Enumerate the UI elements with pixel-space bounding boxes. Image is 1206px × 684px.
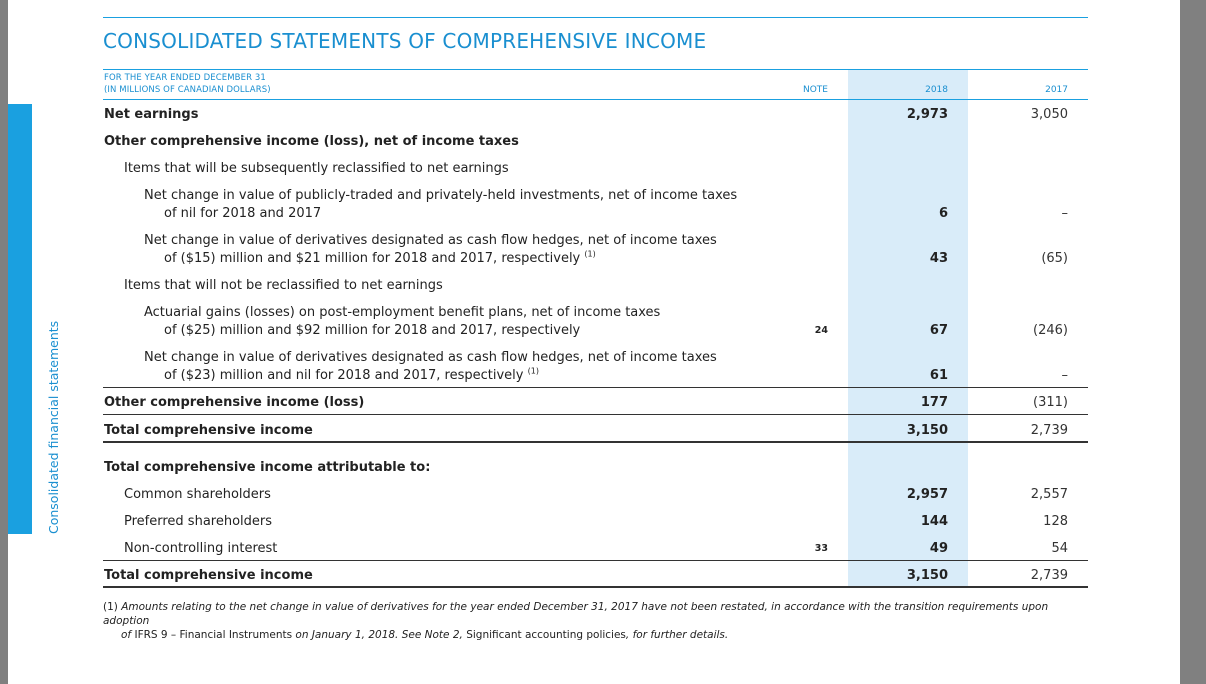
row-derivatives2-line2: of ($23) million and nil for 2018 and 2017, respectively $^{(1)}$ [164,366,539,383]
row-common-label: Common shareholders [124,487,271,502]
row-reclass-header: Items that will be subsequently reclassified to net earnings [124,161,509,176]
row-total-ci-label: Total comprehensive income [104,423,313,438]
footnote-ref: (1) [527,366,539,376]
section-tab [8,104,32,534]
row-investments-line1: Net change in value of publicly-traded and privately-held investments, net of income taxes [144,188,738,203]
footnote-text2c: on January 1, 2018. See Note 2, [292,629,467,641]
row-common-2017: 2,557 [1030,487,1068,502]
row-actuarial-line1: Actuarial gains (losses) on post-employment benefit plans, net of income taxes [144,305,661,320]
footnote-marker: (1) [103,601,118,613]
row-actuarial-2018: 67 [929,323,948,338]
header-note: NOTE [802,85,828,95]
row-derivatives1-2018: 43 [929,251,948,266]
row-actuarial-note: 24 [814,325,828,336]
row-total-ci-2018: 3,150 [906,423,948,438]
footnote-text2e: , for further details. [625,629,729,641]
row-nci-label: Non-controlling interest [124,541,278,556]
row-oci-total-2017: (311) [1033,395,1068,410]
row-actuarial-line2: of ($25) million and $92 million for 2018 and 2017, respectively [164,323,581,338]
row-total-ci-2017: 2,739 [1030,423,1068,438]
header-top-rule [103,69,1088,70]
row-preferred-label: Preferred shareholders [124,514,273,529]
row-total-ci2-2017: 2,739 [1030,568,1068,583]
row-net-earnings-2018: 2,973 [906,107,948,122]
row-investments-2017: – [1061,206,1068,221]
row-oci-total-2018: 177 [920,395,948,410]
row-derivatives1-line1: Net change in value of derivatives designated as cash flow hedges, net of income taxes [144,233,717,248]
header-units: (IN MILLIONS OF CANADIAN DOLLARS) [104,85,271,95]
row-not-reclass-header: Items that will not be reclassified to net earnings [124,278,443,293]
footnote-ref: (1) [584,249,596,259]
row-actuarial-2017: (246) [1033,323,1068,338]
total-rule-2 [103,560,1088,561]
footnote-text2a: of [121,629,135,641]
footnote [103,600,1093,642]
row-nci-note: 33 [814,543,828,554]
row-attrib-header: Total comprehensive income attributable to: [104,460,431,475]
row-nci-2017: 54 [1051,541,1068,556]
total-rule [103,414,1088,415]
row-investments-line2: of nil for 2018 and 2017 [164,206,322,221]
footnote-text1: Amounts relating to the net change in value of derivatives for the year ended December 31, 2017 have not been restated, in accordance with the transition requirements upon adoption [103,601,1049,627]
row-investments-2018: 6 [938,206,948,221]
subtotal-rule [103,387,1088,388]
viewer-background [1180,0,1206,684]
total-double-rule-2 [103,586,1088,588]
row-derivatives2-2018: 61 [929,368,948,383]
row-derivatives2-2017: – [1061,368,1068,383]
header-period: FOR THE YEAR ENDED DECEMBER 31 [104,73,266,83]
row-derivatives1-line2: of ($15) million and $21 million for 2018 and 2017, respectively $^{(1)}$ [164,249,596,266]
row-preferred-2017: 128 [1043,514,1068,529]
row-nci-2018: 49 [929,541,948,556]
footnote-text2b: IFRS 9 – Financial Instruments [134,629,293,641]
row-preferred-2018: 144 [920,514,948,529]
header-bottom-rule [103,99,1088,100]
document-page [8,0,1180,684]
page-title: CONSOLIDATED STATEMENTS OF COMPREHENSIVE INCOME [103,29,707,53]
row-derivatives1-2017: (65) [1041,251,1068,266]
section-label: Consolidated financial statements [46,320,61,534]
row-total-ci2-2018: 3,150 [906,568,948,583]
row-common-2018: 2,957 [906,487,948,502]
total-double-rule [103,441,1088,443]
row-net-earnings-label: Net earnings [104,107,199,122]
row-oci-total-label: Other comprehensive income (loss) [104,395,365,410]
header-2018: 2018 [925,85,948,95]
header-2017: 2017 [1045,85,1068,95]
row-oci-header: Other comprehensive income (loss), net of income taxes [104,134,519,149]
row-net-earnings-2017: 3,050 [1030,107,1068,122]
footnote-text2d: Significant accounting policies [466,629,626,641]
top-rule [103,17,1088,18]
row-total-ci2-label: Total comprehensive income [104,568,313,583]
row-derivatives2-line1: Net change in value of derivatives designated as cash flow hedges, net of income taxes [144,350,717,365]
